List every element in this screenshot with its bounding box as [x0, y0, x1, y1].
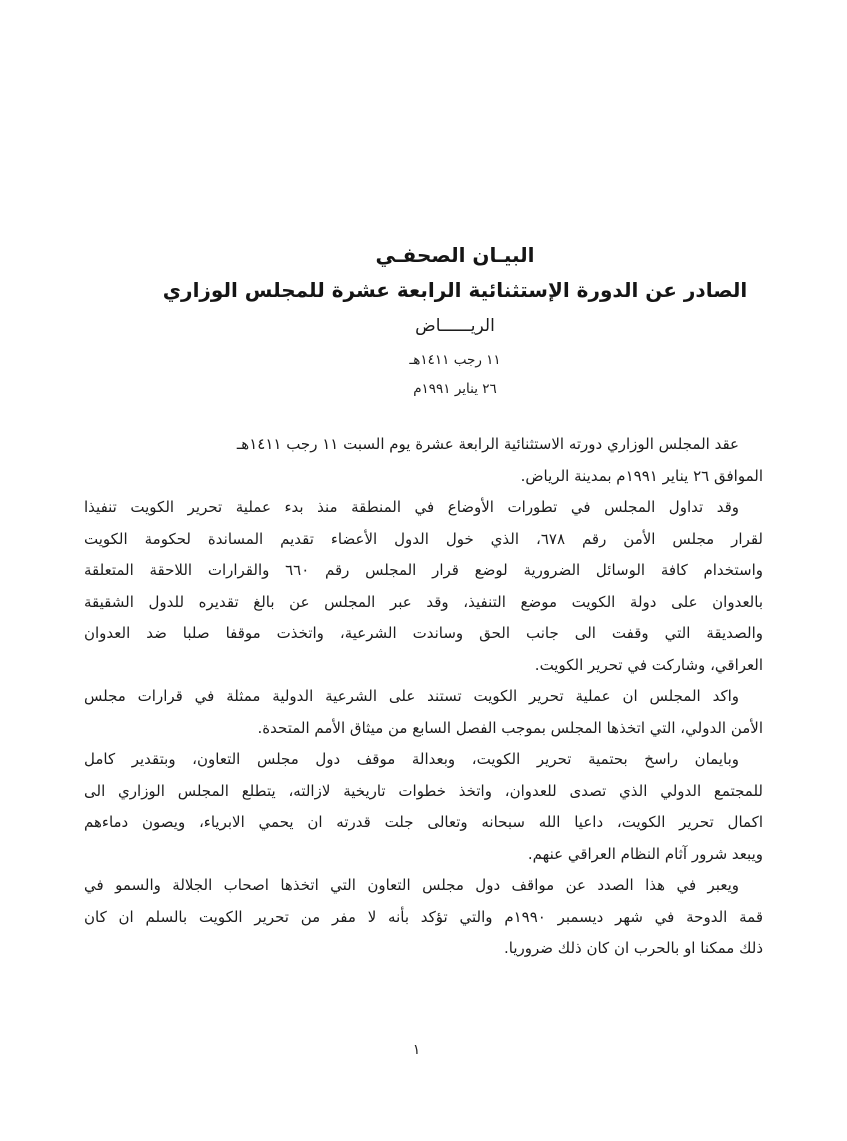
date-gregorian: ٢٦ يناير ١٩٩١م: [413, 381, 497, 397]
body-line: لقرار مجلس الأمن رقم ٦٧٨، الذي خول الدول الأعضاء تقديم المساندة لحكومة الكويت: [84, 529, 763, 548]
body-line: الموافق ٢٦ يناير ١٩٩١م بمدينة الرياض.: [520, 466, 763, 485]
body-line: واستخدام كافة الوسائل الضرورية لوضع قرار المجلس رقم ٦٦٠ والقرارات اللاحقة المتعلقة: [84, 561, 763, 579]
body-line: اكمال تحرير الكويت، داعيا الله سبحانه وتعالى جلت قدرته ان يحمي الابرياء، ويصون دماءهم: [84, 813, 763, 831]
location-label: الريــــــاض: [415, 316, 495, 336]
paragraph-4: [84, 744, 763, 870]
body-line: ويعبر في هذا الصدد عن مواقف دول مجلس التعاون التي اتخذها اصحاب الجلالة والسمو في: [84, 876, 739, 894]
body-line: الأمن الدولي، التي اتخذها المجلس بموجب الفصل السابع من ميثاق الأمم المتحدة.: [257, 718, 763, 737]
body-line: ذلك ممكنا او بالحرب ان كان ذلك ضروريا.: [504, 939, 763, 957]
body-line: للمجتمع الدولي الذي تصدى للعدوان، واتخذ خطوات تاريخية لازالته، يتطلع المجلس الوزاري الى: [84, 781, 763, 800]
paragraph-5: [84, 870, 763, 965]
document-title: البيـان الصحفـي: [375, 243, 535, 267]
body-line: والصديقة التي وقفت الى جانب الحق وساندت الشرعية، واتخذت موقفا صلبا ضد العدوان: [84, 624, 763, 642]
paragraph-3: [84, 681, 763, 744]
document-body: [84, 429, 763, 965]
body-line: عقد المجلس الوزاري دورته الاستثنائية الرابعة عشرة يوم السبت ١١ رجب ١٤١١هـ: [236, 435, 739, 453]
body-line: وبايمان راسخ بحتمية تحرير الكويت، وبعدالة موقف دول مجلس التعاون، وبتقدير كامل: [84, 750, 739, 768]
document-subtitle: الصادر عن الدورة الإستثنائية الرابعة عشرة للمجلس الوزاري: [162, 278, 748, 302]
page-number: ١: [412, 1042, 421, 1058]
paragraph-2: [84, 492, 763, 681]
body-line: قمة الدوحة في شهر ديسمبر ١٩٩٠م والتي تؤكد بأنه لا مفر من تحرير الكويت بالسلم ان كان: [84, 907, 763, 926]
paragraph-1: [84, 429, 763, 492]
document-header: [88, 242, 822, 404]
body-line: ويبعد شرور آثام النظام العراقي عنهم.: [527, 844, 763, 863]
body-line: بالعدوان على دولة الكويت موضع التنفيذ، وقد عبر المجلس عن بالغ تقديره للدول الشقيقة: [84, 592, 763, 611]
date-hijri: ١١ رجب ١٤١١هـ: [409, 352, 501, 368]
body-line: العراقي، وشاركت في تحرير الكويت.: [534, 655, 763, 674]
body-line: واكد المجلس ان عملية تحرير الكويت تستند على الشرعية الدولية ممثلة في قرارات مجلس: [84, 687, 739, 705]
body-line: وقد تداول المجلس في تطورات الأوضاع في المنطقة منذ بدء عملية تحرير الكويت تنفيذا: [84, 498, 739, 516]
